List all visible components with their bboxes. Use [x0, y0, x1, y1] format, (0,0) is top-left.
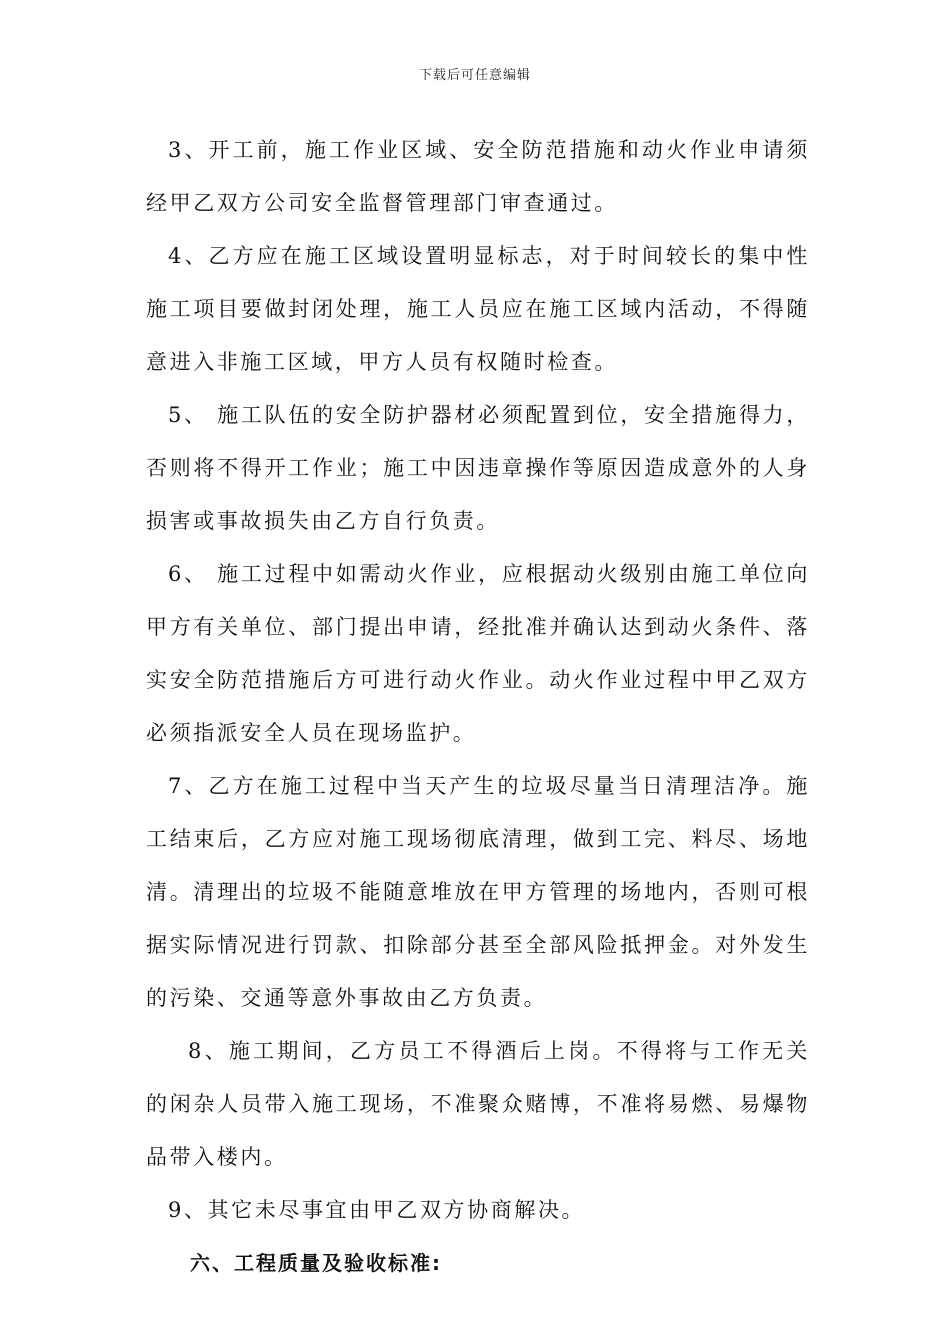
- clause-5: 5、 施工队伍的安全防护器材必须配置到位，安全措施得力，否则将不得开工作业；施工中因违章操作等原因造成意外的人身损害或事故损失由乙方自行负责。: [146, 403, 810, 533]
- header-note: 下载后可任意编辑: [418, 68, 531, 83]
- section-heading: 六、工程质量及验收标准:: [190, 1251, 442, 1275]
- document-body: [146, 124, 810, 1290]
- clause-6: 6、 施工过程中如需动火作业，应根据动火级别由施工单位向甲方有关单位、部门提出申请，经批准并确认达到动火条件、落实安全防范措施后方可进行动火作业。动火作业过程中甲乙双方必须指派安全人员在现场监护。: [146, 562, 810, 745]
- clause-4: 4、乙方应在施工区域设置明显标志，对于时间较长的集中性施工项目要做封闭处理，施工人员应在施工区域内活动，不得随意进入非施工区域，甲方人员有权随时检查。: [146, 244, 810, 374]
- clause-9: 9、其它未尽事宜由甲乙双方协商解决。: [168, 1198, 586, 1222]
- clause-8: 8、施工期间，乙方员工不得酒后上岗。不得将与工作无关的闲杂人员带入施工现场，不准聚众赌博，不准将易燃、易爆物品带入楼内。: [146, 1039, 810, 1169]
- clause-7: 7、乙方在施工过程中当天产生的垃圾尽量当日清理洁净。施工结束后，乙方应对施工现场彻底清理，做到工完、料尽、场地清。清理出的垃圾不能随意堆放在甲方管理的场地内，否则可根据实际情况进行罚款、扣除部分甚至全部风险抵押金。对外发生的污染、交通等意外事故由乙方负责。: [146, 774, 810, 1010]
- clause-3: 3、开工前，施工作业区域、安全防范措施和动火作业申请须经甲乙双方公司安全监督管理部门审查通过。: [146, 138, 810, 215]
